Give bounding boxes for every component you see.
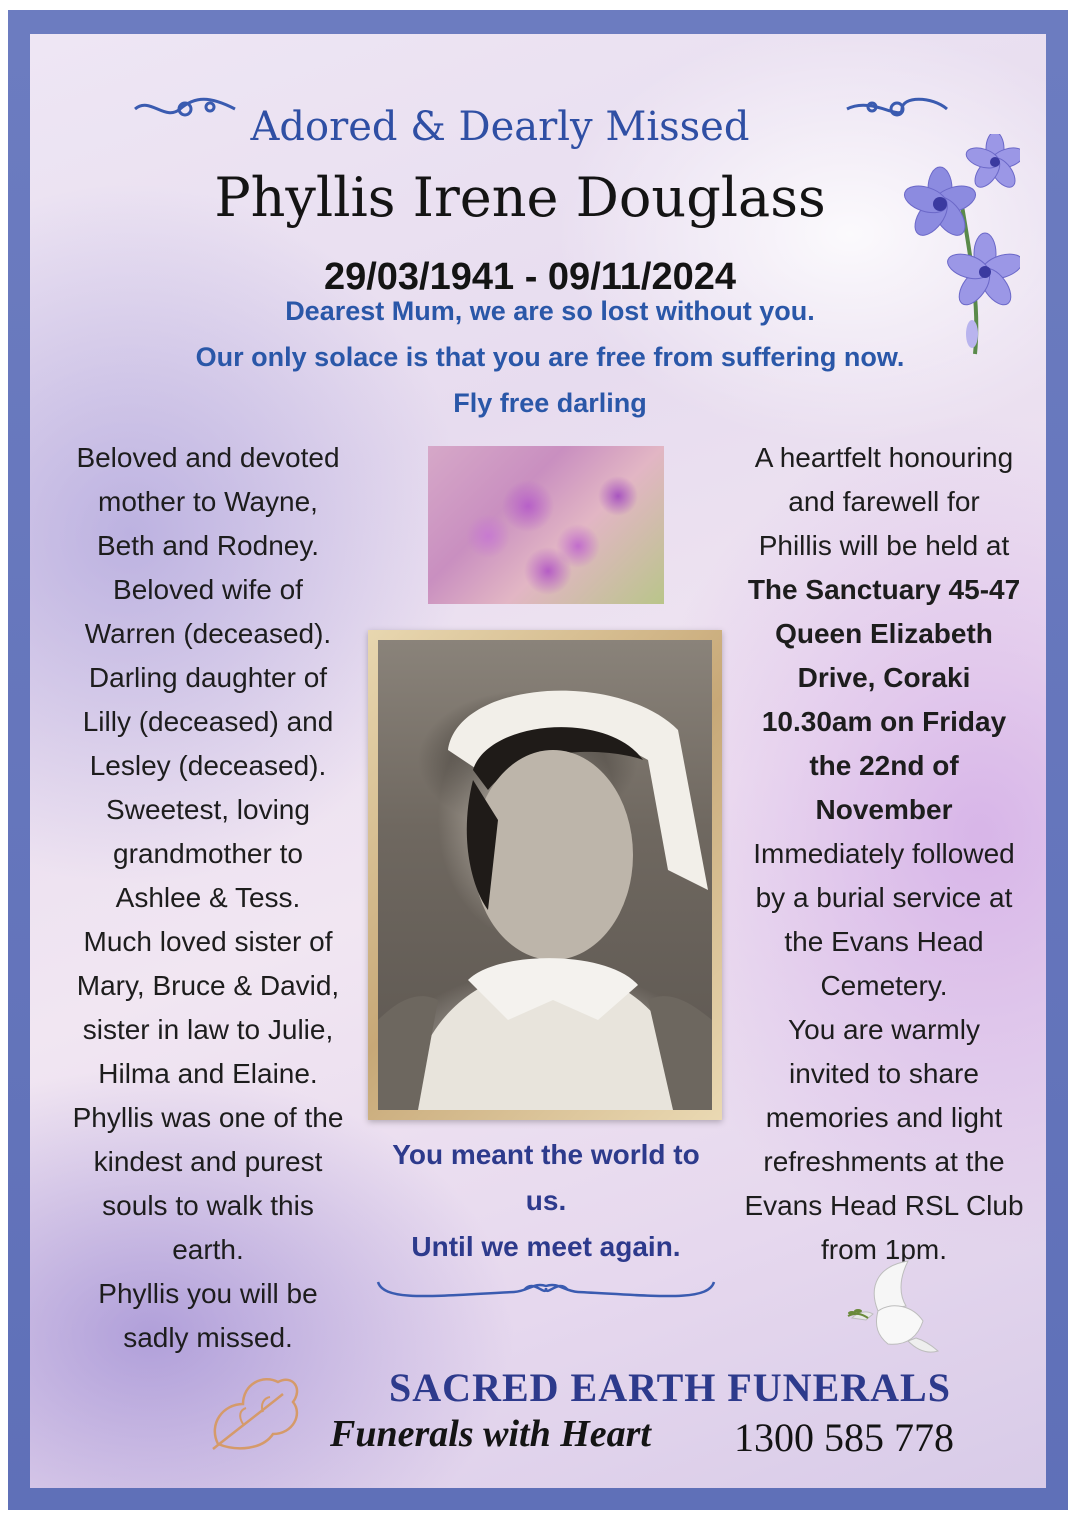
tribute-line: earth. (172, 1234, 244, 1265)
portrait-photo (378, 640, 712, 1110)
lilac-flower-image (428, 446, 664, 604)
tribute-line: Mary, Bruce & David, (76, 970, 340, 1001)
tribute-line: kindest and purest (93, 1146, 323, 1177)
portrait-frame (368, 630, 722, 1120)
blue-flowers-icon (900, 134, 1020, 364)
funeral-company-name: SACRED EARTH FUNERALS (389, 1365, 951, 1410)
frame-border (8, 10, 1068, 1510)
tribute-line: Warren (deceased). (84, 618, 332, 649)
quote-line: You meant the world to (392, 1139, 700, 1170)
message-line-3: Fly free darling (453, 388, 647, 418)
service-line: and farewell for (788, 486, 980, 517)
time-line: 10.30am on Friday (761, 706, 1007, 737)
time-line: the 22nd of (809, 750, 959, 781)
life-dates: 29/03/1941 - 09/11/2024 (323, 256, 737, 298)
family-tribute (48, 436, 368, 1360)
tribute-line: Phyllis you will be (98, 1278, 318, 1309)
leaf-logo-icon (198, 1364, 308, 1454)
quote-line: us. (525, 1185, 567, 1216)
tribute-line: Beth and Rodney. (96, 530, 320, 561)
service-line: You are warmly (788, 1014, 980, 1045)
service-line: refreshments at the (763, 1146, 1005, 1177)
tribute-line: sister in law to Julie, (82, 1014, 334, 1045)
service-line: memories and light (765, 1102, 1003, 1133)
divider-flourish-icon (374, 1274, 718, 1304)
tribute-line: Beloved wife of (113, 574, 303, 605)
time-line: November (815, 794, 953, 825)
tagline: Adored & Dearly Missed (250, 104, 750, 150)
message-line-1: Dearest Mum, we are so lost without you. (285, 296, 815, 326)
tribute-line: Beloved and devoted (76, 442, 340, 473)
memorial-panel (30, 34, 1046, 1488)
service-line: invited to share (789, 1058, 979, 1089)
service-line: Phillis will be held at (758, 530, 1010, 561)
tribute-line: Phyllis was one of the (72, 1102, 344, 1133)
tribute-line: sadly missed. (123, 1322, 293, 1353)
tribute-line: Much loved sister of (83, 926, 333, 957)
tribute-line: Lilly (deceased) and (82, 706, 334, 737)
tribute-line: Ashlee & Tess. (115, 882, 301, 913)
flourish-right-icon (842, 94, 952, 124)
tribute-line: mother to Wayne, (98, 486, 318, 517)
company-slogan: Funerals with Heart (330, 1413, 651, 1455)
service-line: Evans Head RSL Club (744, 1190, 1024, 1221)
dove-icon (838, 1256, 948, 1356)
message-line-2: Our only solace is that you are free from suffering now. (195, 342, 905, 372)
tribute-line: grandmother to (113, 838, 303, 869)
service-line: A heartfelt honouring (754, 442, 1014, 473)
venue-line: Queen Elizabeth (775, 618, 993, 649)
tribute-line: Sweetest, loving (106, 794, 310, 825)
tribute-line: Hilma and Elaine. (98, 1058, 318, 1089)
tribute-line: Lesley (deceased). (89, 750, 327, 781)
service-line: from 1pm. (820, 1234, 948, 1265)
deceased-name: Phyllis Irene Douglass (214, 166, 826, 229)
tribute-line: Darling daughter of (88, 662, 328, 693)
service-line: the Evans Head (784, 926, 984, 957)
venue-line: The Sanctuary 45-47 (747, 574, 1021, 605)
service-details (724, 436, 1044, 1272)
tribute-line: souls to walk this (102, 1190, 314, 1221)
company-phone: 1300 585 778 (734, 1415, 954, 1460)
closing-quote (366, 1132, 726, 1270)
venue-line: Drive, Coraki (797, 662, 971, 693)
quote-line: Until we meet again. (411, 1231, 681, 1262)
service-line: Cemetery. (820, 970, 948, 1001)
service-line: Immediately followed (753, 838, 1015, 869)
service-line: by a burial service at (755, 882, 1013, 913)
